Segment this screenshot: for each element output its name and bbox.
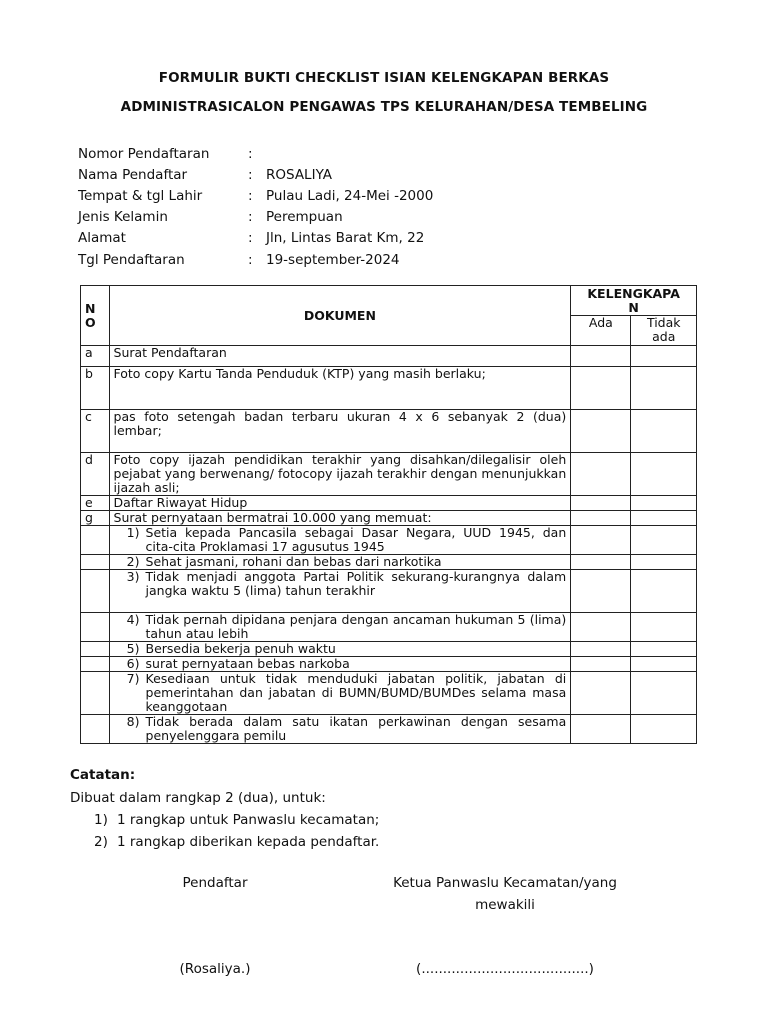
tidak-ada-cell[interactable] [631, 715, 697, 744]
info-colon: : [248, 230, 253, 247]
info-colon: : [248, 145, 253, 162]
row-no [81, 715, 110, 744]
subitem-number: 2) [126, 554, 140, 569]
row-no: c [81, 410, 110, 453]
tidak-ada-cell[interactable] [631, 570, 697, 613]
row-document: Foto copy ijazah pendidikan terakhir yang disahkan/dilegalisir oleh pejabat yang berwenang/ fotocopy ijazah terakhir dengan menunjukkan ijazah asli; [109, 453, 571, 496]
ada-cell[interactable] [571, 570, 631, 613]
table-row [81, 496, 697, 511]
tidak-ada-cell[interactable] [631, 613, 697, 642]
note-number: 2) [94, 834, 108, 850]
registrant-info [78, 143, 433, 270]
row-no: e [81, 496, 110, 511]
table-row [81, 410, 697, 453]
subitem-number: 3) [126, 569, 140, 584]
info-row-jenis-kelamin [78, 207, 433, 228]
info-label: Tgl Pendaftaran [78, 251, 185, 268]
subitem-text: Tidak pernah dipidana penjara dengan ancaman hukuman 5 (lima) tahun atau lebih [145, 612, 567, 641]
row-no [81, 570, 110, 613]
subitem-text: Bersedia bekerja penuh waktu [145, 641, 336, 656]
note-item [94, 834, 379, 850]
row-no [81, 613, 110, 642]
subitem-text: Tidak berada dalam satu ikatan perkawinan dengan sesama penyelenggara pemilu [145, 714, 567, 743]
info-label: Tempat & tgl Lahir [78, 187, 203, 204]
subitem-text: Tidak menjadi anggota Partai Politik sekurang-kurangnya dalam jangka waktu 5 (lima) tahun terakhir [145, 569, 567, 598]
info-row-ttl [78, 185, 433, 206]
ada-cell[interactable] [571, 613, 631, 642]
note-text: 1 rangkap untuk Panwaslu kecamatan; [117, 812, 380, 828]
info-value: ROSALIYA [266, 166, 332, 183]
table-row [81, 346, 697, 367]
row-subitem [109, 526, 571, 555]
row-no [81, 526, 110, 555]
row-subitem [109, 657, 571, 672]
row-no [81, 642, 110, 657]
ada-cell[interactable] [571, 526, 631, 555]
ada-cell[interactable] [571, 715, 631, 744]
info-colon: : [248, 209, 253, 226]
row-document: pas foto setengah badan terbaru ukuran 4 x 6 sebanyak 2 (dua) lembar; [109, 410, 571, 453]
info-row-alamat [78, 228, 433, 249]
row-document: Surat Pendaftaran [109, 346, 571, 367]
subitem-number: 6) [126, 656, 140, 671]
row-no [81, 555, 110, 570]
subitem-number: 5) [126, 641, 140, 656]
ada-cell[interactable] [571, 511, 631, 526]
row-subitem [109, 570, 571, 613]
subitem-number: 1) [126, 525, 140, 540]
tidak-ada-cell[interactable] [631, 496, 697, 511]
subitem-number: 7) [126, 671, 140, 686]
info-value: 19-september-2024 [266, 251, 400, 268]
notes-title: Catatan: [70, 767, 136, 783]
tidak-ada-cell[interactable] [631, 657, 697, 672]
signature-left-name: (Rosaliya.) [179, 961, 251, 977]
header-no: N O [81, 286, 110, 346]
tidak-ada-cell[interactable] [631, 672, 697, 715]
tidak-ada-cell[interactable] [631, 453, 697, 496]
table-row [81, 453, 697, 496]
row-subitem [109, 642, 571, 657]
table-row [81, 613, 697, 642]
subitem-text: Sehat jasmani, rohani dan bebas dari narkotika [145, 554, 442, 569]
table-row [81, 526, 697, 555]
ada-cell[interactable] [571, 453, 631, 496]
row-subitem [109, 672, 571, 715]
subitem-text: Kesediaan untuk tidak menduduki jabatan politik, jabatan di pemerintahan dan jabatan di BUMN/BUMD/BUMDes selama masa keanggotaan [145, 671, 567, 714]
info-value: Pulau Ladi, 24-Mei -2000 [266, 187, 434, 204]
ada-cell[interactable] [571, 555, 631, 570]
header-dokumen: DOKUMEN [109, 286, 571, 346]
table-row [81, 715, 697, 744]
row-no: b [81, 367, 110, 410]
signature-left-title: Pendaftar [182, 875, 248, 891]
table-row [81, 642, 697, 657]
tidak-ada-cell[interactable] [631, 526, 697, 555]
row-no [81, 672, 110, 715]
row-no: g [81, 511, 110, 526]
info-value: Jln, Lintas Barat Km, 22 [266, 230, 425, 247]
info-row-nama [78, 164, 433, 185]
form-title-line2: ADMINISTRASICALON PENGAWAS TPS KELURAHAN/DESA TEMBELING [120, 99, 648, 115]
table-row [81, 511, 697, 526]
ada-cell[interactable] [571, 642, 631, 657]
info-colon: : [248, 166, 253, 183]
row-document: Foto copy Kartu Tanda Penduduk (KTP) yang masih berlaku; [109, 367, 571, 410]
document-checklist-table [80, 285, 697, 744]
info-row-nomor [78, 143, 433, 164]
note-item [94, 812, 379, 828]
ada-cell[interactable] [571, 672, 631, 715]
info-label: Alamat [78, 230, 126, 247]
table-row [81, 555, 697, 570]
tidak-ada-cell[interactable] [631, 642, 697, 657]
info-colon: : [248, 187, 253, 204]
tidak-ada-cell[interactable] [631, 367, 697, 410]
ada-cell[interactable] [571, 346, 631, 367]
signature-right-title-line1: Ketua Panwaslu Kecamatan/yang [393, 875, 617, 891]
header-ada: Ada [571, 316, 631, 346]
row-subitem [109, 555, 571, 570]
signature-right-title-line2: mewakili [475, 897, 535, 913]
row-document: Daftar Riwayat Hidup [109, 496, 571, 511]
subitem-text: Setia kepada Pancasila sebagai Dasar Negara, UUD 1945, dan cita-cita Proklamasi 17 agusutus 1945 [145, 525, 567, 554]
ada-cell[interactable] [571, 410, 631, 453]
subitem-text: surat pernyataan bebas narkoba [145, 656, 350, 671]
info-label: Jenis Kelamin [78, 209, 168, 226]
info-label: Nomor Pendaftaran [78, 145, 210, 162]
table-row [81, 367, 697, 410]
subitem-number: 8) [126, 714, 140, 729]
subitem-number: 4) [126, 612, 140, 627]
ada-cell[interactable] [571, 496, 631, 511]
row-no: a [81, 346, 110, 367]
header-tidak-ada: Tidak ada [631, 316, 697, 346]
note-text: 1 rangkap diberikan kepada pendaftar. [117, 834, 380, 850]
signature-right-name: (.......................................) [416, 961, 594, 977]
info-row-tgl-pendaftaran [78, 249, 433, 270]
note-number: 1) [94, 812, 108, 828]
tidak-ada-cell[interactable] [631, 346, 697, 367]
info-value: Perempuan [266, 209, 343, 226]
table-row [81, 657, 697, 672]
row-no: d [81, 453, 110, 496]
ada-cell[interactable] [571, 657, 631, 672]
table-row [81, 570, 697, 613]
header-kelengkapan: KELENGKAPA N [571, 286, 697, 316]
ada-cell[interactable] [571, 367, 631, 410]
notes-intro: Dibuat dalam rangkap 2 (dua), untuk: [70, 790, 326, 806]
row-document: Surat pernyataan bermatrai 10.000 yang memuat: [109, 511, 571, 526]
tidak-ada-cell[interactable] [631, 555, 697, 570]
info-colon: : [248, 251, 253, 268]
row-subitem [109, 715, 571, 744]
tidak-ada-cell[interactable] [631, 511, 697, 526]
info-label: Nama Pendaftar [78, 166, 188, 183]
tidak-ada-cell[interactable] [631, 410, 697, 453]
row-subitem [109, 613, 571, 642]
table-row [81, 672, 697, 715]
form-title-line1: FORMULIR BUKTI CHECKLIST ISIAN KELENGKAPAN BERKAS [158, 70, 610, 86]
row-no [81, 657, 110, 672]
